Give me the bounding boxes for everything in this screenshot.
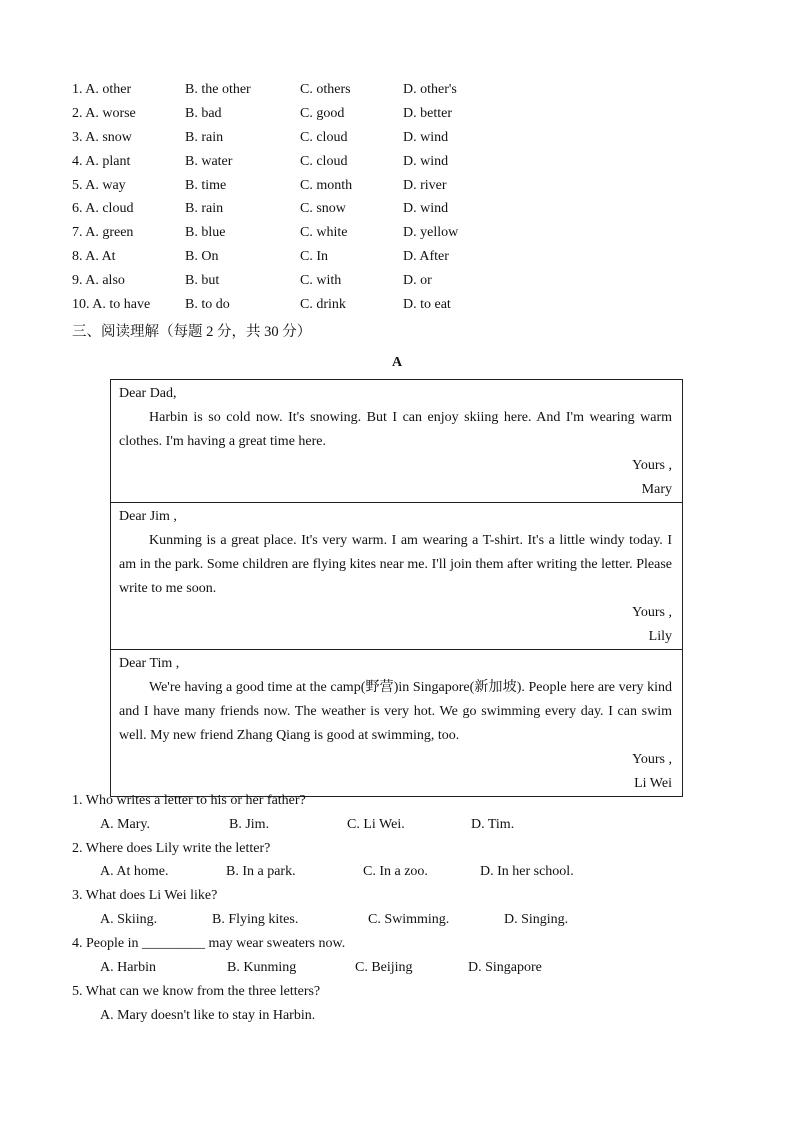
option-c: C. with bbox=[300, 273, 342, 288]
option-c: C. cloud bbox=[300, 154, 348, 169]
option-a: 8. A. At bbox=[72, 249, 116, 264]
question-stem: 2. Where does Lily write the letter? bbox=[72, 841, 271, 856]
option-b: B. water bbox=[185, 154, 233, 169]
choice-a: A. At home. bbox=[100, 864, 169, 879]
letter-sender: Li Wei bbox=[634, 776, 672, 791]
option-b: B. On bbox=[185, 249, 219, 264]
option-d: D. wind bbox=[403, 130, 449, 145]
option-a: 1. A. other bbox=[72, 82, 132, 97]
letter-body: We're having a good time at the camp(野营)in Singapore(新加坡). People here are very kind and I have many friends now. The weather is very hot. We go swimming every day. I can swim well. My new friend Zhang Qiang is good at swimming, too. bbox=[119, 680, 672, 743]
option-c: C. drink bbox=[300, 297, 346, 312]
choice-c: C. Li Wei. bbox=[347, 817, 405, 832]
option-a: 4. A. plant bbox=[72, 154, 131, 169]
option-c: C. month bbox=[300, 178, 353, 193]
letter-greeting: Dear Dad, bbox=[119, 386, 177, 401]
choice-c: C. Beijing bbox=[355, 960, 413, 975]
letter-body: Kunming is a great place. It's very warm. I am wearing a T-shirt. It's a little windy today. I am in the park. Some children are flying kites near me. I'll join them after writing the letter. Please write to me soon. bbox=[119, 533, 672, 596]
option-d: D. wind bbox=[403, 154, 449, 169]
option-d: D. or bbox=[403, 273, 432, 288]
option-d: D. wind bbox=[403, 201, 449, 216]
option-b: B. time bbox=[185, 178, 227, 193]
question-stem: 5. What can we know from the three letters? bbox=[72, 984, 321, 999]
question-stem: 4. People in _________ may wear sweaters now. bbox=[72, 936, 346, 951]
option-b: B. but bbox=[185, 273, 220, 288]
letter-li-wei bbox=[111, 649, 682, 796]
option-a: 10. A. to have bbox=[72, 297, 151, 312]
option-c: C. others bbox=[300, 82, 351, 97]
letter-greeting: Dear Tim , bbox=[119, 656, 180, 671]
option-a: 5. A. way bbox=[72, 178, 126, 193]
option-d: D. better bbox=[403, 106, 452, 121]
option-c: C. In bbox=[300, 249, 328, 264]
section-title: 三、阅读理解（每题 2 分，共 30 分） bbox=[72, 324, 312, 340]
letters-box bbox=[110, 379, 683, 797]
letter-closing: Yours , bbox=[632, 458, 672, 473]
passage-label: A bbox=[391, 355, 403, 370]
letter-closing: Yours , bbox=[632, 752, 672, 767]
choice-d: D. Singing. bbox=[504, 912, 569, 927]
letter-sender: Lily bbox=[648, 629, 672, 644]
letter-lily bbox=[111, 502, 682, 649]
question-stem: 1. Who writes a letter to his or her father? bbox=[72, 793, 306, 808]
option-b: B. rain bbox=[185, 201, 224, 216]
letter-closing: Yours , bbox=[632, 605, 672, 620]
option-b: B. bad bbox=[185, 106, 222, 121]
choice-c: C. In a zoo. bbox=[363, 864, 428, 879]
choice-a: A. Mary. bbox=[100, 817, 151, 832]
option-c: C. good bbox=[300, 106, 345, 121]
option-d: D. river bbox=[403, 178, 447, 193]
option-c: C. white bbox=[300, 225, 348, 240]
option-c: C. cloud bbox=[300, 130, 348, 145]
option-d: D. to eat bbox=[403, 297, 451, 312]
option-b: B. rain bbox=[185, 130, 224, 145]
letter-sender: Mary bbox=[641, 482, 672, 497]
choice-b: B. Kunming bbox=[227, 960, 297, 975]
choice-a: A. Skiing. bbox=[100, 912, 158, 927]
option-a: 9. A. also bbox=[72, 273, 125, 288]
option-d: D. yellow bbox=[403, 225, 459, 240]
letter-greeting: Dear Jim , bbox=[119, 509, 177, 524]
question-stem: 3. What does Li Wei like? bbox=[72, 888, 218, 903]
option-d: D. other's bbox=[403, 82, 457, 97]
choice-d: D. Singapore bbox=[468, 960, 542, 975]
choice-d: D. Tim. bbox=[471, 817, 515, 832]
option-c: C. snow bbox=[300, 201, 346, 216]
choice-a: A. Mary doesn't like to stay in Harbin. bbox=[100, 1008, 316, 1023]
option-b: B. blue bbox=[185, 225, 226, 240]
choice-b: B. Jim. bbox=[229, 817, 270, 832]
option-a: 7. A. green bbox=[72, 225, 134, 240]
letter-mary bbox=[111, 380, 682, 502]
option-d: D. After bbox=[403, 249, 449, 264]
choice-b: B. Flying kites. bbox=[212, 912, 299, 927]
option-a: 3. A. snow bbox=[72, 130, 132, 145]
option-a: 2. A. worse bbox=[72, 106, 136, 121]
choice-b: B. In a park. bbox=[226, 864, 296, 879]
choice-d: D. In her school. bbox=[480, 864, 574, 879]
option-a: 6. A. cloud bbox=[72, 201, 134, 216]
choice-c: C. Swimming. bbox=[368, 912, 450, 927]
letter-body: Harbin is so cold now. It's snowing. But I can enjoy skiing here. And I'm wearing warm clothes. I'm having a great time here. bbox=[119, 410, 672, 449]
choice-a: A. Harbin bbox=[100, 960, 156, 975]
option-b: B. the other bbox=[185, 82, 251, 97]
option-b: B. to do bbox=[185, 297, 230, 312]
